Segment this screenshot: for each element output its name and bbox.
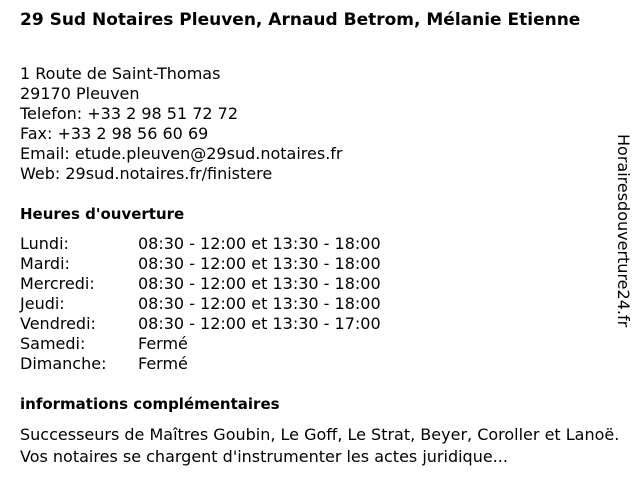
hours-row-saturday [20,334,381,354]
hours-row-tuesday [20,254,381,274]
day-label: Dimanche: [20,354,107,373]
business-name: 29 Sud Notaires Pleuven, Arnaud Betrom, Mélanie Etienne [20,10,581,30]
day-label: Jeudi: [20,294,65,313]
day-label: Samedi: [20,334,86,353]
day-label: Vendredi: [20,314,96,333]
day-hours: Fermé [138,334,188,353]
day-hours: 08:30 - 12:00 et 13:30 - 17:00 [138,314,381,333]
day-hours: 08:30 - 12:00 et 13:30 - 18:00 [138,274,381,293]
hours-row-friday [20,314,381,334]
email: Email: etude.pleuven@29sud.notaires.fr [20,144,343,163]
day-hours: 08:30 - 12:00 et 13:30 - 18:00 [138,234,381,253]
address-line2: 29170 Pleuven [20,84,140,103]
hours-row-thursday [20,294,381,314]
hours-row-wednesday [20,274,381,294]
hours-row-monday [20,234,381,254]
day-hours: 08:30 - 12:00 et 13:30 - 18:00 [138,254,381,273]
day-hours: Fermé [138,354,188,373]
hours-title: Heures d'ouverture [20,205,185,223]
phone: Telefon: +33 2 98 51 72 72 [20,104,239,123]
day-hours: 08:30 - 12:00 et 13:30 - 18:00 [138,294,381,313]
address-line1: 1 Route de Saint-Thomas [20,64,221,83]
day-label: Mercredi: [20,274,95,293]
site-watermark: Horairesdouverture24.fr [614,134,633,328]
contact-block [20,64,342,184]
day-label: Lundi: [20,234,69,253]
website: Web: 29sud.notaires.fr/finistere [20,164,273,183]
fax: Fax: +33 2 98 56 60 69 [20,124,209,143]
info-title: informations complémentaires [20,395,280,413]
info-description: Successeurs de Maîtres Goubin, Le Goff, Le Strat, Beyer, Coroller et Lanoë. Vos notaires se chargent d'instrumenter les actes juridique... [20,425,620,466]
hours-table [20,234,381,374]
day-label: Mardi: [20,254,70,273]
hours-row-sunday [20,354,381,374]
